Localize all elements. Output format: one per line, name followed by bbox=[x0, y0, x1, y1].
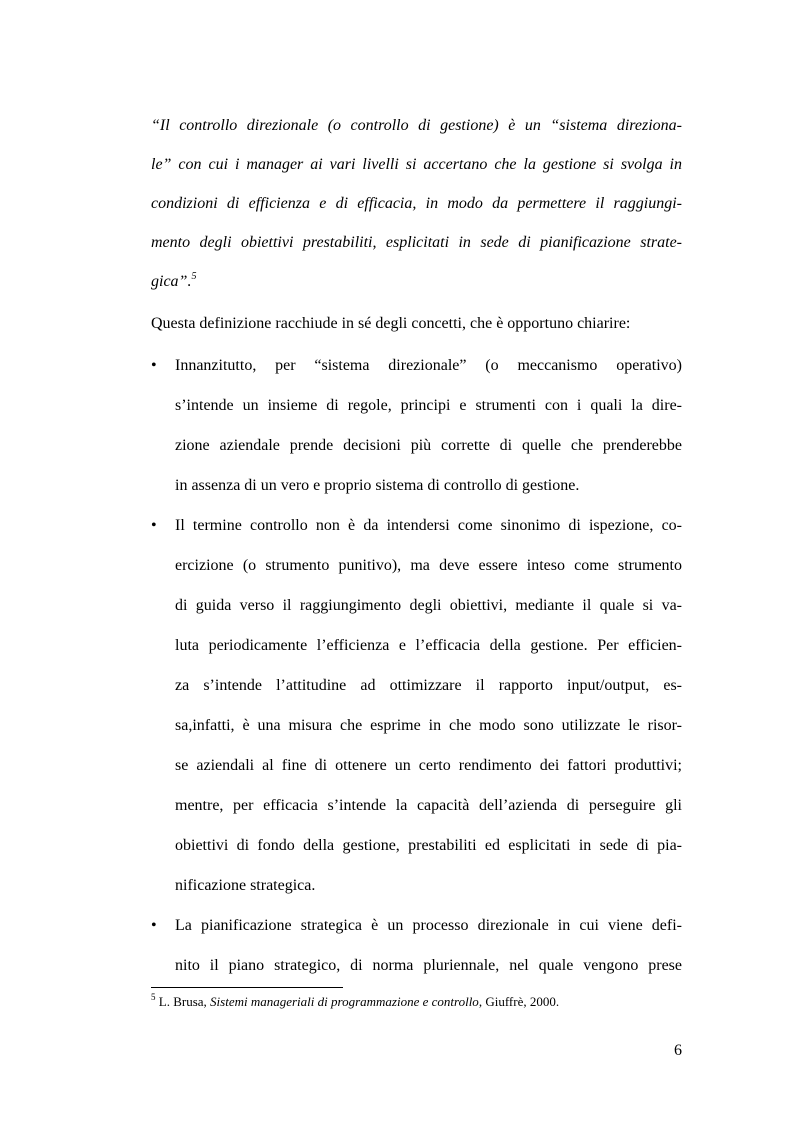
bullet-1-line-3: zione aziendale prende decisioni più corrette di quelle che prenderebbe bbox=[175, 437, 682, 454]
bullet-2-line-8: mentre, per efficacia s’intende la capacità dell’azienda di perseguire gli bbox=[175, 797, 682, 814]
footnote-author: L. Brusa, bbox=[158, 994, 211, 1009]
bullet-marker-1: • bbox=[151, 357, 157, 374]
intro-sentence: Questa definizione racchiude in sé degli concetti, che è opportuno chiarire: bbox=[151, 315, 631, 332]
footnote bbox=[151, 991, 560, 1010]
bullet-1-line-4: in assenza di un vero e proprio sistema di controllo di gestione. bbox=[175, 477, 580, 494]
bullet-3-line-1: La pianificazione strategica è un processo direzionale in cui viene defi- bbox=[175, 917, 682, 934]
quote-line-1: “Il controllo direzionale (o controllo di gestione) è un “sistema direziona- bbox=[151, 117, 682, 134]
footnote-publisher: , Giuffrè, 2000. bbox=[478, 994, 560, 1009]
footnote-title: Sistemi manageriali di programmazione e controllo bbox=[210, 994, 479, 1009]
quote-line-2: le” con cui i manager ai vari livelli si accertano che la gestione si svolga in bbox=[151, 156, 682, 173]
quote-line-5 bbox=[151, 272, 682, 292]
bullet-1-line-1: Innanzitutto, per “sistema direzionale” (o meccanismo operativo) bbox=[175, 357, 682, 374]
bullet-2-line-9: obiettivi di fondo della gestione, prestabiliti ed esplicitati in sede di pia- bbox=[175, 837, 682, 854]
bullet-2-line-6: sa,infatti, è una misura che esprime in che modo sono utilizzate le risor- bbox=[175, 717, 682, 734]
bullet-2-line-2: ercizione (o strumento punitivo), ma deve essere inteso come strumento bbox=[175, 557, 682, 574]
footnote-separator bbox=[151, 987, 343, 988]
quote-line-5-text: gica”. bbox=[151, 273, 192, 290]
bullet-1-line-2: s’intende un insieme di regole, principi e strumenti con i quali la dire- bbox=[175, 397, 682, 414]
bullet-2-line-7: se aziendali al fine di ottenere un certo rendimento dei fattori produttivi; bbox=[175, 757, 682, 774]
bullet-2-line-1: Il termine controllo non è da intendersi come sinonimo di ispezione, co- bbox=[175, 517, 682, 534]
bullet-2-line-4: luta periodicamente l’efficienza e l’efficacia della gestione. Per efficien- bbox=[175, 637, 682, 654]
footnote-reference: 5 bbox=[191, 270, 197, 282]
footnote-number: 5 bbox=[151, 991, 156, 1002]
bullet-2-line-10: nificazione strategica. bbox=[175, 877, 316, 894]
page-number: 6 bbox=[674, 1042, 682, 1059]
bullet-3-line-2: nito il piano strategico, di norma pluriennale, nel quale vengono prese bbox=[175, 957, 682, 974]
quote-line-3: condizioni di efficienza e di efficacia, in modo da permettere il raggiungi- bbox=[151, 195, 682, 212]
bullet-2-line-3: di guida verso il raggiungimento degli obiettivi, mediante il quale si va- bbox=[175, 597, 682, 614]
quote-line-4: mento degli obiettivi prestabiliti, esplicitati in sede di pianificazione strate- bbox=[151, 234, 682, 251]
bullet-marker-3: • bbox=[151, 917, 157, 934]
bullet-2-line-5: za s’intende l’attitudine ad ottimizzare il rapporto input/output, es- bbox=[175, 677, 682, 694]
bullet-marker-2: • bbox=[151, 517, 157, 534]
